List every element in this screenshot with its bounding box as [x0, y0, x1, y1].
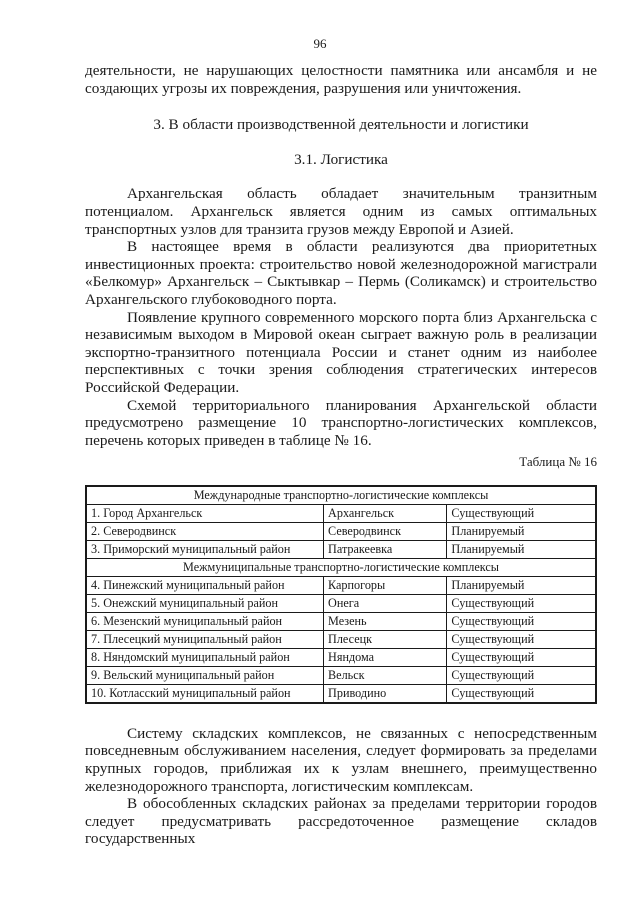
cell-location: 1. Город Архангельск [86, 504, 324, 522]
subsection-heading: 3.1. Логистика [294, 150, 388, 168]
paragraph-continuation: деятельности, не нарушающих целостности памятника или ансамбля и не создающих угрозы их повреждения, разрушения или уничтожения. [85, 62, 597, 97]
table-row [86, 540, 596, 558]
table-group-header [86, 558, 596, 576]
table-row [86, 630, 596, 648]
page-number: 96 [313, 36, 327, 51]
table-row [86, 522, 596, 540]
cell-location: 4. Пинежский муниципальный район [86, 576, 324, 594]
cell-location: 5. Онежский муниципальный район [86, 594, 324, 612]
cell-settlement: Вельск [324, 666, 447, 684]
cell-settlement: Архангельск [324, 504, 447, 522]
cell-settlement: Приводино [324, 684, 447, 703]
cell-settlement: Онега [324, 594, 447, 612]
cell-location: 2. Северодвинск [86, 522, 324, 540]
cell-location: 8. Няндомский муниципальный район [86, 648, 324, 666]
table-row [86, 648, 596, 666]
cell-status: Планируемый [447, 576, 596, 594]
table-row [86, 666, 596, 684]
table-row [86, 594, 596, 612]
cell-status: Существующий [447, 684, 596, 703]
cell-location: 7. Плесецкий муниципальный район [86, 630, 324, 648]
group-title-intermunicipal: Межмуниципальные транспортно-логистические комплексы [86, 558, 596, 576]
paragraph: Архангельская область обладает значительным транзитным потенциалом. Архангельск является одним из самых оптимальных транспортных узлов для транзита грузов между Европой и Азией. [85, 185, 597, 238]
document-body [85, 62, 597, 848]
cell-location: 9. Вельский муниципальный район [86, 666, 324, 684]
cell-status: Планируемый [447, 540, 596, 558]
paragraph: Появление крупного современного морского порта близ Архангельска с независимым выходом в Мировой океан сыграет важную роль в реализации экспортно-транзитного потенциала России и станет одним из наиболее перспективных с точки зрения соблюдения стратегических интересов Российской Федерации. [85, 308, 597, 396]
table-row [86, 576, 596, 594]
table-group-header [86, 486, 596, 505]
cell-settlement: Няндома [324, 648, 447, 666]
logistics-table [85, 485, 597, 704]
paragraph: Систему складских комплексов, не связанных с непосредственным повседневным обслуживанием населения, следует формировать за пределами крупных городов, приближая их к узлам внешнего, преимущественно железнодорожного транспорта, логистическим комплексам. [85, 724, 597, 795]
cell-status: Существующий [447, 630, 596, 648]
cell-settlement: Мезень [324, 612, 447, 630]
cell-status: Существующий [447, 594, 596, 612]
table-row [86, 684, 596, 703]
table-row [86, 504, 596, 522]
cell-settlement: Патракеевка [324, 540, 447, 558]
cell-settlement: Карпогоры [324, 576, 447, 594]
cell-status: Существующий [447, 666, 596, 684]
cell-status: Существующий [447, 648, 596, 666]
table-caption: Таблица № 16 [519, 454, 597, 470]
table-row [86, 612, 596, 630]
section-heading: 3. В области производственной деятельности и логистики [153, 116, 529, 134]
group-title-international: Международные транспортно-логистические комплексы [86, 486, 596, 505]
cell-location: 6. Мезенский муниципальный район [86, 612, 324, 630]
paragraph: В обособленных складских районах за пределами территории городов следует предусматривать рассредоточенное размещение складов государственных [85, 795, 597, 848]
cell-location: 10. Котласский муниципальный район [86, 684, 324, 703]
cell-settlement: Плесецк [324, 630, 447, 648]
paragraph: Схемой территориального планирования Архангельской области предусмотрено размещение 10 транспортно-логистических комплексов, перечень которых приведен в таблице № 16. [85, 396, 597, 449]
paragraph: В настоящее время в области реализуются два приоритетных инвестиционных проекта: строительство новой железнодорожной магистрали «Белкомур» Архангельск – Сыктывкар – Пермь (Соликамск) и строительство Архангельского глубоководного порта. [85, 238, 597, 308]
cell-settlement: Северодвинск [324, 522, 447, 540]
cell-status: Существующий [447, 612, 596, 630]
cell-location: 3. Приморский муниципальный район [86, 540, 324, 558]
cell-status: Планируемый [447, 522, 596, 540]
cell-status: Существующий [447, 504, 596, 522]
